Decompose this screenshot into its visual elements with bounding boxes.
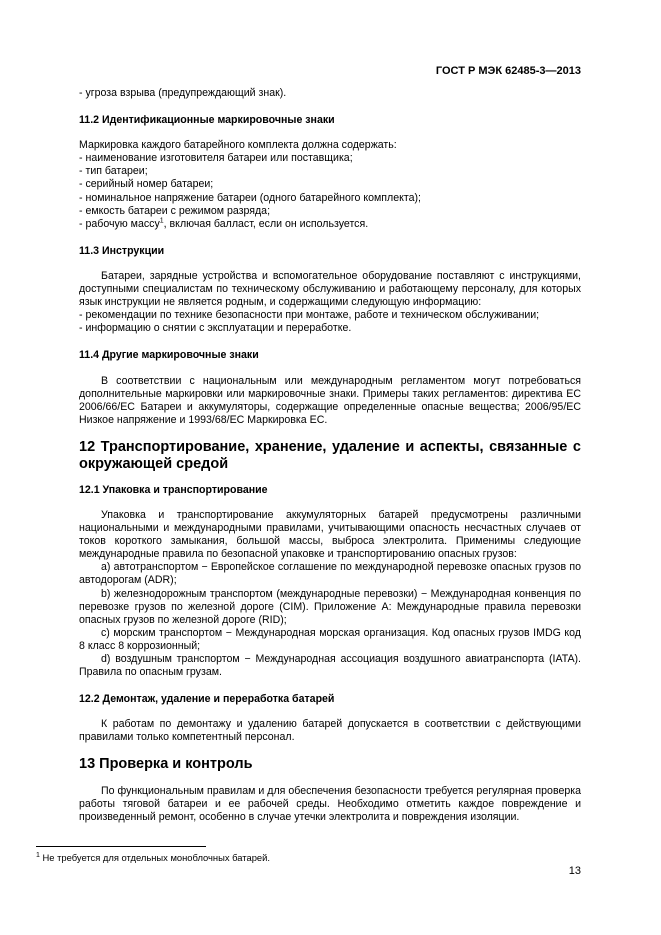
page-content [79, 87, 581, 824]
list-item: - информацию о снятии с эксплуатации и переработке. [79, 322, 352, 335]
list-item: c) морским транспортом − Международная морская организация. Код опасных грузов IMDG код 8 класс 8 коррозионный; [79, 626, 581, 652]
footnote-divider [36, 846, 206, 847]
list-item: - номинальное напряжение батареи (одного батарейного комплекта); [79, 191, 421, 204]
document-header: ГОСТ Р МЭК 62485-3—2013 [435, 65, 581, 77]
footnote-text: Не требуется для отдельных моноблочных батарей. [39, 852, 270, 863]
list-item: - емкость батареи с режимом разряда; [79, 204, 271, 217]
section-13-heading: 13 Проверка и контроль [79, 756, 253, 773]
section-12-1-paragraph: Упаковка и транспортирование аккумуляторных батарей предусмотрены различными национальными и международными правилами, учитывающими опасность несчастных случаев от токов короткого замыкания, большой массы, выброса электролита. Применимы следующие международные правила по безопасной упаковке и транспортированию опасных грузов: [79, 508, 581, 561]
section-12-1-heading: 12.1 Упаковка и транспортирование [79, 483, 268, 496]
intro-list-item: - угроза взрыва (предупреждающий знак). [79, 87, 287, 99]
section-11-3-heading: 11.3 Инструкции [79, 244, 165, 257]
section-12-2-heading: 12.2 Демонтаж, удаление и переработка батарей [79, 693, 335, 706]
list-item: d) воздушным транспортом − Международная ассоциация воздушного авиатранспорта (IATA). Правила по опасным грузам. [79, 653, 581, 679]
list-item-with-footnote [79, 218, 581, 231]
page-number: 13 [568, 865, 581, 877]
section-11-2-lead: Маркировка каждого батарейного комплекта должна содержать: [79, 139, 397, 152]
list-item: а) автотранспортом − Европейское соглашение по международной перевозке опасных грузов по автодорогам (ADR); [79, 561, 581, 587]
footnote [36, 851, 270, 864]
section-11-4-heading: 11.4 Другие маркировочные знаки [79, 349, 259, 362]
list-item: - тип батареи; [79, 165, 148, 178]
list-item: - серийный номер батареи; [79, 178, 214, 191]
list-item-text: , включая балласт, если он используется. [163, 217, 369, 230]
footnote-ref: 1 [159, 217, 164, 225]
section-11-2-heading: 11.2 Идентификационные маркировочные знаки [79, 114, 335, 127]
section-12-2-paragraph: К работам по демонтажу и удалению батарей допускается в соответствии с действующими правилами только компетентный персонал. [79, 718, 581, 744]
section-11-4-paragraph: В соответствии с национальным или международным регламентом могут потребоваться дополнительные маркировки или маркировочные знаки. Примеры таких регламентов: директива ЕС 2006/66/ЕС Батареи и аккумуляторы, содержащие определенные опасные вещества; 2006/95/ЕС Низкое напряжение и 1993/68/ЕС Маркировка ЕС. [79, 374, 581, 426]
list-item: - наименование изготовителя батареи или поставщика; [79, 152, 353, 165]
list-item: b) железнодорожным транспортом (международные перевозки) − Международная конвенция по перевозке грузов по железной дороге (CIM). Приложение А: Международные правила перевозки опасных грузов по железной дороге (RID); [79, 587, 581, 626]
list-item: - рекомендации по технике безопасности при монтаже, работе и техническом обслуживании; [79, 309, 540, 322]
section-12-heading: 12 Транспортирование, хранение, удаление и аспекты, связанные с окружающей средой [79, 438, 581, 473]
footnote-marker: 1 [36, 851, 40, 859]
list-item-text: - рабочую массу [79, 217, 160, 230]
section-13-paragraph: По функциональным правилам и для обеспечения безопасности требуется регулярная проверка работы тяговой батареи и ее рабочей среды. Необходимо отметить каждое повреждение и произведенный ремонт, особенно в случае утечки электролита и повреждения изоляции. [79, 784, 581, 824]
section-11-3-paragraph: Батареи, зарядные устройства и вспомогательное оборудование поставляют с инструкциями, доступными специалистам по техническому обслуживанию и работающему персоналу, для которых язык инструкции не является родным, и содержащими следующую информацию: [79, 269, 581, 309]
